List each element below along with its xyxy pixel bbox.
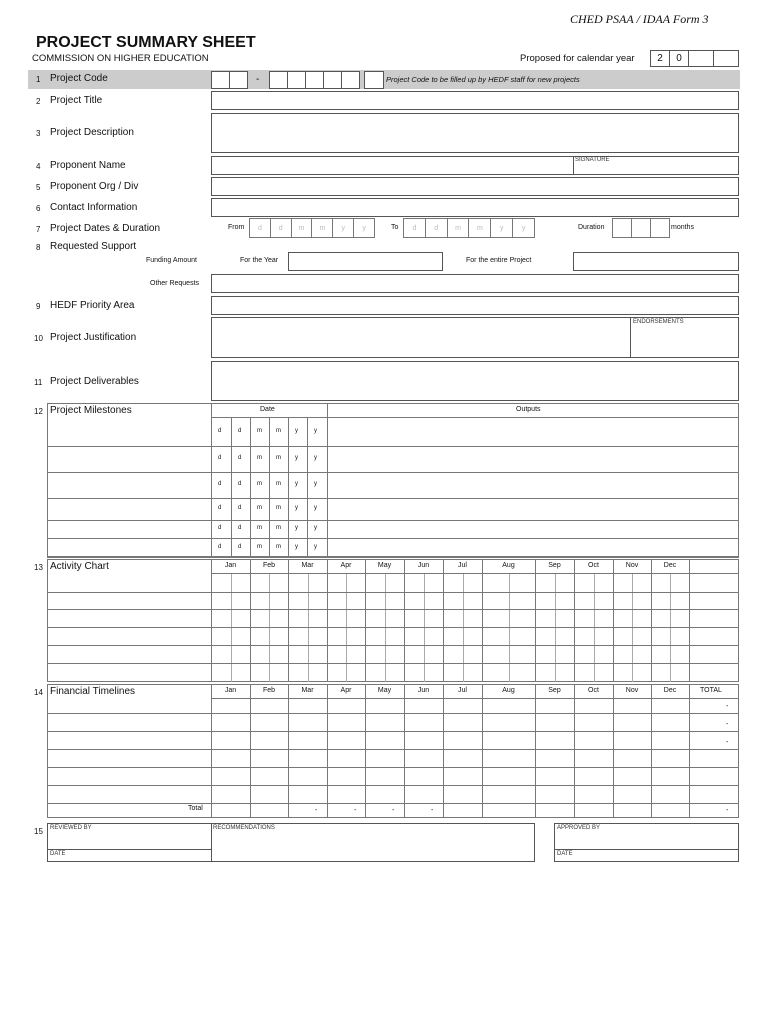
financial-month-header: Nov bbox=[625, 687, 639, 694]
milestone-date-placeholder[interactable]: y bbox=[314, 455, 317, 461]
activity-month-header: Mar bbox=[301, 562, 314, 569]
other-requests-label: Other Requests bbox=[150, 280, 200, 287]
project-title-field[interactable] bbox=[211, 91, 739, 110]
project-code-band bbox=[28, 70, 740, 89]
row-number: 11 bbox=[34, 378, 43, 387]
milestone-date-placeholder[interactable]: m bbox=[257, 505, 262, 511]
from-label: From bbox=[228, 224, 245, 231]
financial-total-dash: - bbox=[354, 807, 357, 814]
review-date-label: DATE bbox=[50, 851, 66, 857]
row-number: 4 bbox=[36, 162, 41, 171]
reviewed-by-label: REVIEWED BY bbox=[50, 825, 92, 831]
milestone-date-placeholder[interactable]: d bbox=[218, 481, 222, 487]
org-name: COMMISSION ON HIGHER EDUCATION bbox=[32, 53, 209, 64]
milestone-date-placeholder[interactable]: y bbox=[314, 525, 317, 531]
financial-total-dash: - bbox=[726, 807, 729, 814]
priority-area-label: HEDF Priority Area bbox=[50, 300, 135, 311]
financial-month-header: Aug bbox=[502, 687, 515, 694]
milestone-date-placeholder[interactable]: m bbox=[257, 481, 262, 487]
financial-month-header: Jan bbox=[224, 687, 237, 694]
financial-total-dash: - bbox=[726, 721, 729, 728]
financial-total-dash: - bbox=[315, 807, 318, 814]
milestone-date-placeholder[interactable]: d bbox=[218, 525, 222, 531]
milestone-date-placeholder[interactable]: d bbox=[238, 481, 242, 487]
row-number: 1 bbox=[36, 75, 41, 84]
activity-month-header: Dec bbox=[663, 562, 677, 569]
form-reference: CHED PSAA / IDAA Form 3 bbox=[570, 12, 709, 26]
financial-month-header: Mar bbox=[301, 687, 314, 694]
signature-label: SIGNATURE bbox=[575, 157, 610, 163]
milestone-date-placeholder[interactable]: y bbox=[295, 427, 298, 434]
milestone-date-placeholder[interactable]: y bbox=[314, 543, 317, 550]
row-number: 3 bbox=[36, 129, 41, 138]
milestone-date-placeholder[interactable]: d bbox=[238, 525, 242, 531]
priority-area-field[interactable] bbox=[211, 296, 739, 315]
activity-month-header: Jun bbox=[417, 562, 430, 569]
justification-label: Project Justification bbox=[50, 332, 137, 343]
milestone-date-placeholder[interactable]: y bbox=[295, 481, 298, 487]
activity-month-header: Jul bbox=[458, 562, 467, 569]
for-the-year-label: For the Year bbox=[240, 257, 279, 264]
row-number: 5 bbox=[36, 183, 41, 192]
financial-timelines-label: Financial Timelines bbox=[50, 686, 136, 697]
other-requests-field[interactable] bbox=[211, 274, 739, 293]
row-number: 6 bbox=[36, 204, 41, 213]
milestone-date-placeholder[interactable]: d bbox=[218, 455, 222, 461]
milestone-date-placeholder[interactable]: d bbox=[238, 427, 242, 434]
financial-month-header: May bbox=[377, 687, 392, 694]
review-date-field[interactable] bbox=[47, 849, 212, 862]
row-number: 9 bbox=[36, 302, 41, 311]
milestone-date-placeholder[interactable]: d bbox=[238, 505, 242, 511]
year-digit-4[interactable] bbox=[713, 50, 739, 67]
financial-month-header: Feb bbox=[262, 687, 276, 694]
funding-entire-field[interactable] bbox=[573, 252, 739, 271]
milestone-date-placeholder[interactable]: d bbox=[218, 543, 222, 550]
milestone-date-placeholder[interactable]: m bbox=[276, 481, 281, 487]
row-number: 2 bbox=[36, 97, 41, 106]
milestone-date-placeholder[interactable]: m bbox=[257, 427, 262, 434]
approved-by-label: APPROVED BY bbox=[557, 825, 601, 831]
milestone-date-placeholder[interactable]: y bbox=[295, 543, 298, 550]
financial-total-dash: - bbox=[431, 807, 434, 814]
year-digit-3[interactable] bbox=[688, 50, 714, 67]
deliverables-label: Project Deliverables bbox=[50, 376, 139, 387]
financial-total-dash: - bbox=[392, 807, 395, 814]
approval-date-field[interactable] bbox=[554, 849, 739, 862]
row-number: 13 bbox=[34, 563, 43, 572]
milestone-date-header: Date bbox=[260, 406, 275, 413]
milestone-date-placeholder[interactable]: m bbox=[276, 505, 281, 511]
row-number: 7 bbox=[36, 225, 41, 234]
milestone-date-placeholder[interactable]: y bbox=[314, 481, 317, 487]
milestone-date-placeholder[interactable]: d bbox=[238, 543, 242, 550]
row-number: 10 bbox=[34, 334, 43, 343]
milestone-date-placeholder[interactable]: y bbox=[295, 505, 298, 511]
proponent-name-field[interactable] bbox=[211, 156, 574, 175]
funding-amount-label: Funding Amount bbox=[146, 257, 197, 264]
financial-total-dash: - bbox=[726, 703, 729, 710]
proponent-name-label: Proponent Name bbox=[50, 160, 126, 171]
project-code-dash: - bbox=[256, 74, 260, 85]
financial-month-header: Apr bbox=[340, 687, 352, 694]
deliverables-field[interactable] bbox=[211, 361, 739, 401]
for-entire-project-label: For the entire Project bbox=[466, 257, 532, 264]
milestone-date-placeholder[interactable]: m bbox=[276, 455, 281, 461]
to-date-field[interactable]: d d m m y y bbox=[403, 218, 535, 238]
milestone-date-placeholder[interactable]: m bbox=[276, 427, 281, 434]
row-number: 12 bbox=[34, 407, 43, 416]
project-title-label: Project Title bbox=[50, 95, 103, 106]
contact-info-label: Contact Information bbox=[50, 202, 138, 213]
endorsements-label: ENDORSEMENTS bbox=[633, 319, 684, 325]
milestone-date-placeholder[interactable]: m bbox=[276, 525, 281, 531]
row-number: 14 bbox=[34, 688, 43, 697]
milestone-date-placeholder[interactable]: y bbox=[295, 455, 298, 461]
project-description-field[interactable] bbox=[211, 113, 739, 153]
row-number: 8 bbox=[36, 243, 41, 252]
financial-month-header: Jun bbox=[417, 687, 430, 694]
justification-field[interactable] bbox=[211, 317, 631, 358]
financial-month-header: Dec bbox=[663, 687, 677, 694]
milestone-date-placeholder[interactable]: m bbox=[257, 455, 262, 461]
milestone-date-placeholder[interactable]: d bbox=[218, 427, 222, 434]
milestone-date-placeholder[interactable]: m bbox=[257, 543, 262, 550]
milestone-date-placeholder[interactable]: y bbox=[314, 505, 317, 511]
financial-month-header: Jul bbox=[458, 687, 467, 694]
financial-timelines-table bbox=[47, 684, 739, 818]
activity-month-header: Sep bbox=[548, 562, 561, 569]
proponent-org-label: Proponent Org / Div bbox=[50, 181, 139, 192]
requested-support-label: Requested Support bbox=[50, 241, 137, 252]
milestones-table bbox=[47, 403, 739, 557]
recommendations-label: RECOMMENDATIONS bbox=[213, 825, 275, 831]
months-label: months bbox=[671, 224, 694, 231]
milestone-date-placeholder[interactable]: y bbox=[314, 427, 317, 434]
activity-month-header: Oct bbox=[588, 562, 599, 569]
calendar-year-label: Proposed for calendar year bbox=[520, 53, 635, 64]
milestone-date-placeholder[interactable]: m bbox=[276, 543, 281, 550]
milestone-date-placeholder[interactable]: y bbox=[295, 525, 298, 531]
financial-total-dash: - bbox=[726, 739, 729, 746]
milestone-outputs-header: Outputs bbox=[516, 406, 541, 413]
financial-month-header: Sep bbox=[548, 687, 561, 694]
financial-month-header: Oct bbox=[588, 687, 599, 694]
from-date-field[interactable]: d d m m y y bbox=[249, 218, 375, 238]
activity-month-header: Nov bbox=[625, 562, 639, 569]
year-digit-1[interactable]: 2 bbox=[650, 50, 670, 67]
to-label: To bbox=[391, 224, 399, 231]
project-code-label: Project Code bbox=[50, 73, 108, 84]
financial-total-row-label: Total bbox=[188, 805, 203, 812]
project-dates-label: Project Dates & Duration bbox=[50, 223, 161, 234]
duration-label: Duration bbox=[578, 224, 605, 231]
contact-info-field[interactable] bbox=[211, 198, 739, 217]
project-description-label: Project Description bbox=[50, 127, 134, 138]
duration-field[interactable] bbox=[612, 218, 670, 238]
activity-month-header: Feb bbox=[262, 562, 276, 569]
page-title: PROJECT SUMMARY SHEET bbox=[36, 34, 256, 51]
year-digit-2[interactable]: 0 bbox=[669, 50, 689, 67]
proponent-org-field[interactable] bbox=[211, 177, 739, 196]
activity-month-header: Aug bbox=[502, 562, 515, 569]
approval-date-label: DATE bbox=[557, 851, 573, 857]
milestone-date-placeholder[interactable]: m bbox=[257, 525, 262, 531]
activity-month-header: Apr bbox=[340, 562, 352, 569]
activity-month-header: Jan bbox=[224, 562, 237, 569]
activity-chart-label: Activity Chart bbox=[50, 561, 109, 572]
project-code-note: Project Code to be filled up by HEDF staff for new projects bbox=[386, 75, 580, 84]
milestones-label: Project Milestones bbox=[50, 405, 132, 416]
funding-year-field[interactable] bbox=[288, 252, 443, 271]
activity-month-header: May bbox=[377, 562, 392, 569]
milestone-date-placeholder[interactable]: d bbox=[218, 505, 222, 511]
milestone-date-placeholder[interactable]: d bbox=[238, 455, 242, 461]
row-number: 15 bbox=[34, 827, 43, 836]
financial-total-header: TOTAL bbox=[700, 687, 722, 694]
